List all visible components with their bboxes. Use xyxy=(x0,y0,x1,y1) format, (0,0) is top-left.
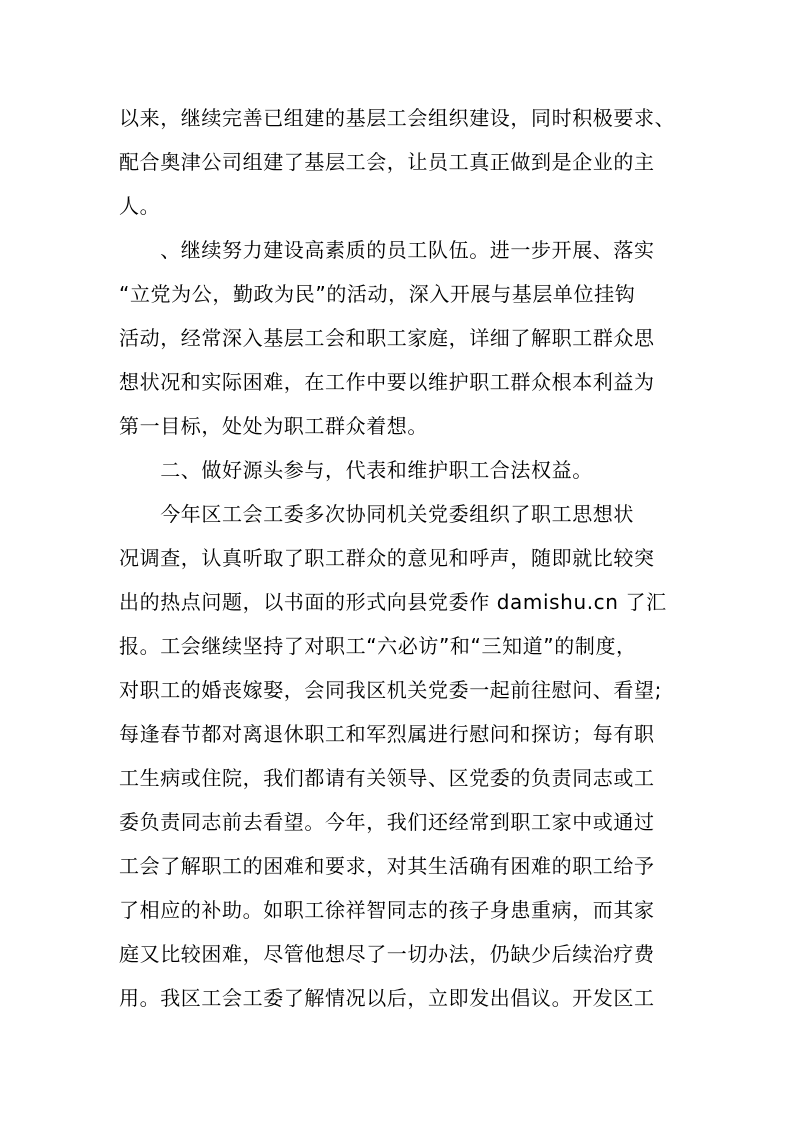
text-line: 况调查，认真听取了职工群众的意见和呼声，随即就比较突 xyxy=(119,546,655,570)
text-line: 对职工的婚丧嫁娶，会同我区机关党委一起前往慰问、看望; xyxy=(119,678,662,702)
text-line: 每逢春节都对离退休职工和军烈属进行慰问和探访；每有职 xyxy=(119,722,655,746)
text-line: 报。工会继续坚持了对职工“六必访”和“三知道”的制度， xyxy=(119,634,637,658)
text-line: 委负责同志前去看望。今年，我们还经常到职工家中或通过 xyxy=(119,810,655,834)
text-line: 庭又比较困难，尽管他想尽了一切办法，仍缺少后续治疗费 xyxy=(119,942,655,966)
text-line: 工会了解职工的困难和要求，对其生活确有困难的职工给予 xyxy=(119,854,655,878)
text-line: 第一目标，处处为职工群众着想。 xyxy=(119,414,428,438)
text-line: 配合奥津公司组建了基层工会，让员工真正做到是企业的主 xyxy=(119,150,655,174)
text-line: 工生病或住院，我们都请有关领导、区党委的负责同志或工 xyxy=(119,766,655,790)
text-line: 活动，经常深入基层工会和职工家庭，详细了解职工群众思 xyxy=(119,326,655,350)
text-line: 用。我区工会工委了解情况以后，立即发出倡议。开发区工 xyxy=(119,986,655,1010)
text-line: 以来，继续完善已组建的基层工会组织建设，同时积极要求、 xyxy=(119,106,676,130)
text-line: 想状况和实际困难，在工作中要以维护职工群众根本利益为 xyxy=(119,370,655,394)
text-line: 了相应的补助。如职工徐祥智同志的孩子身患重病，而其家 xyxy=(119,898,655,922)
text-line: 人。 xyxy=(119,194,161,218)
text-line: “立党为公，勤政为民”的活动，深入开展与基层单位挂钩 xyxy=(119,282,636,306)
text-line: 今年区工会工委多次协同机关党委组织了职工思想状 xyxy=(119,502,634,526)
section-heading: 二、做好源头参与，代表和维护职工合法权益。 xyxy=(119,458,593,482)
text-line: 、继续努力建设高素质的员工队伍。进一步开展、落实 xyxy=(119,238,655,262)
text-line: 出的热点问题，以书面的形式向县党委作 damishu.cn 了汇 xyxy=(119,590,667,614)
